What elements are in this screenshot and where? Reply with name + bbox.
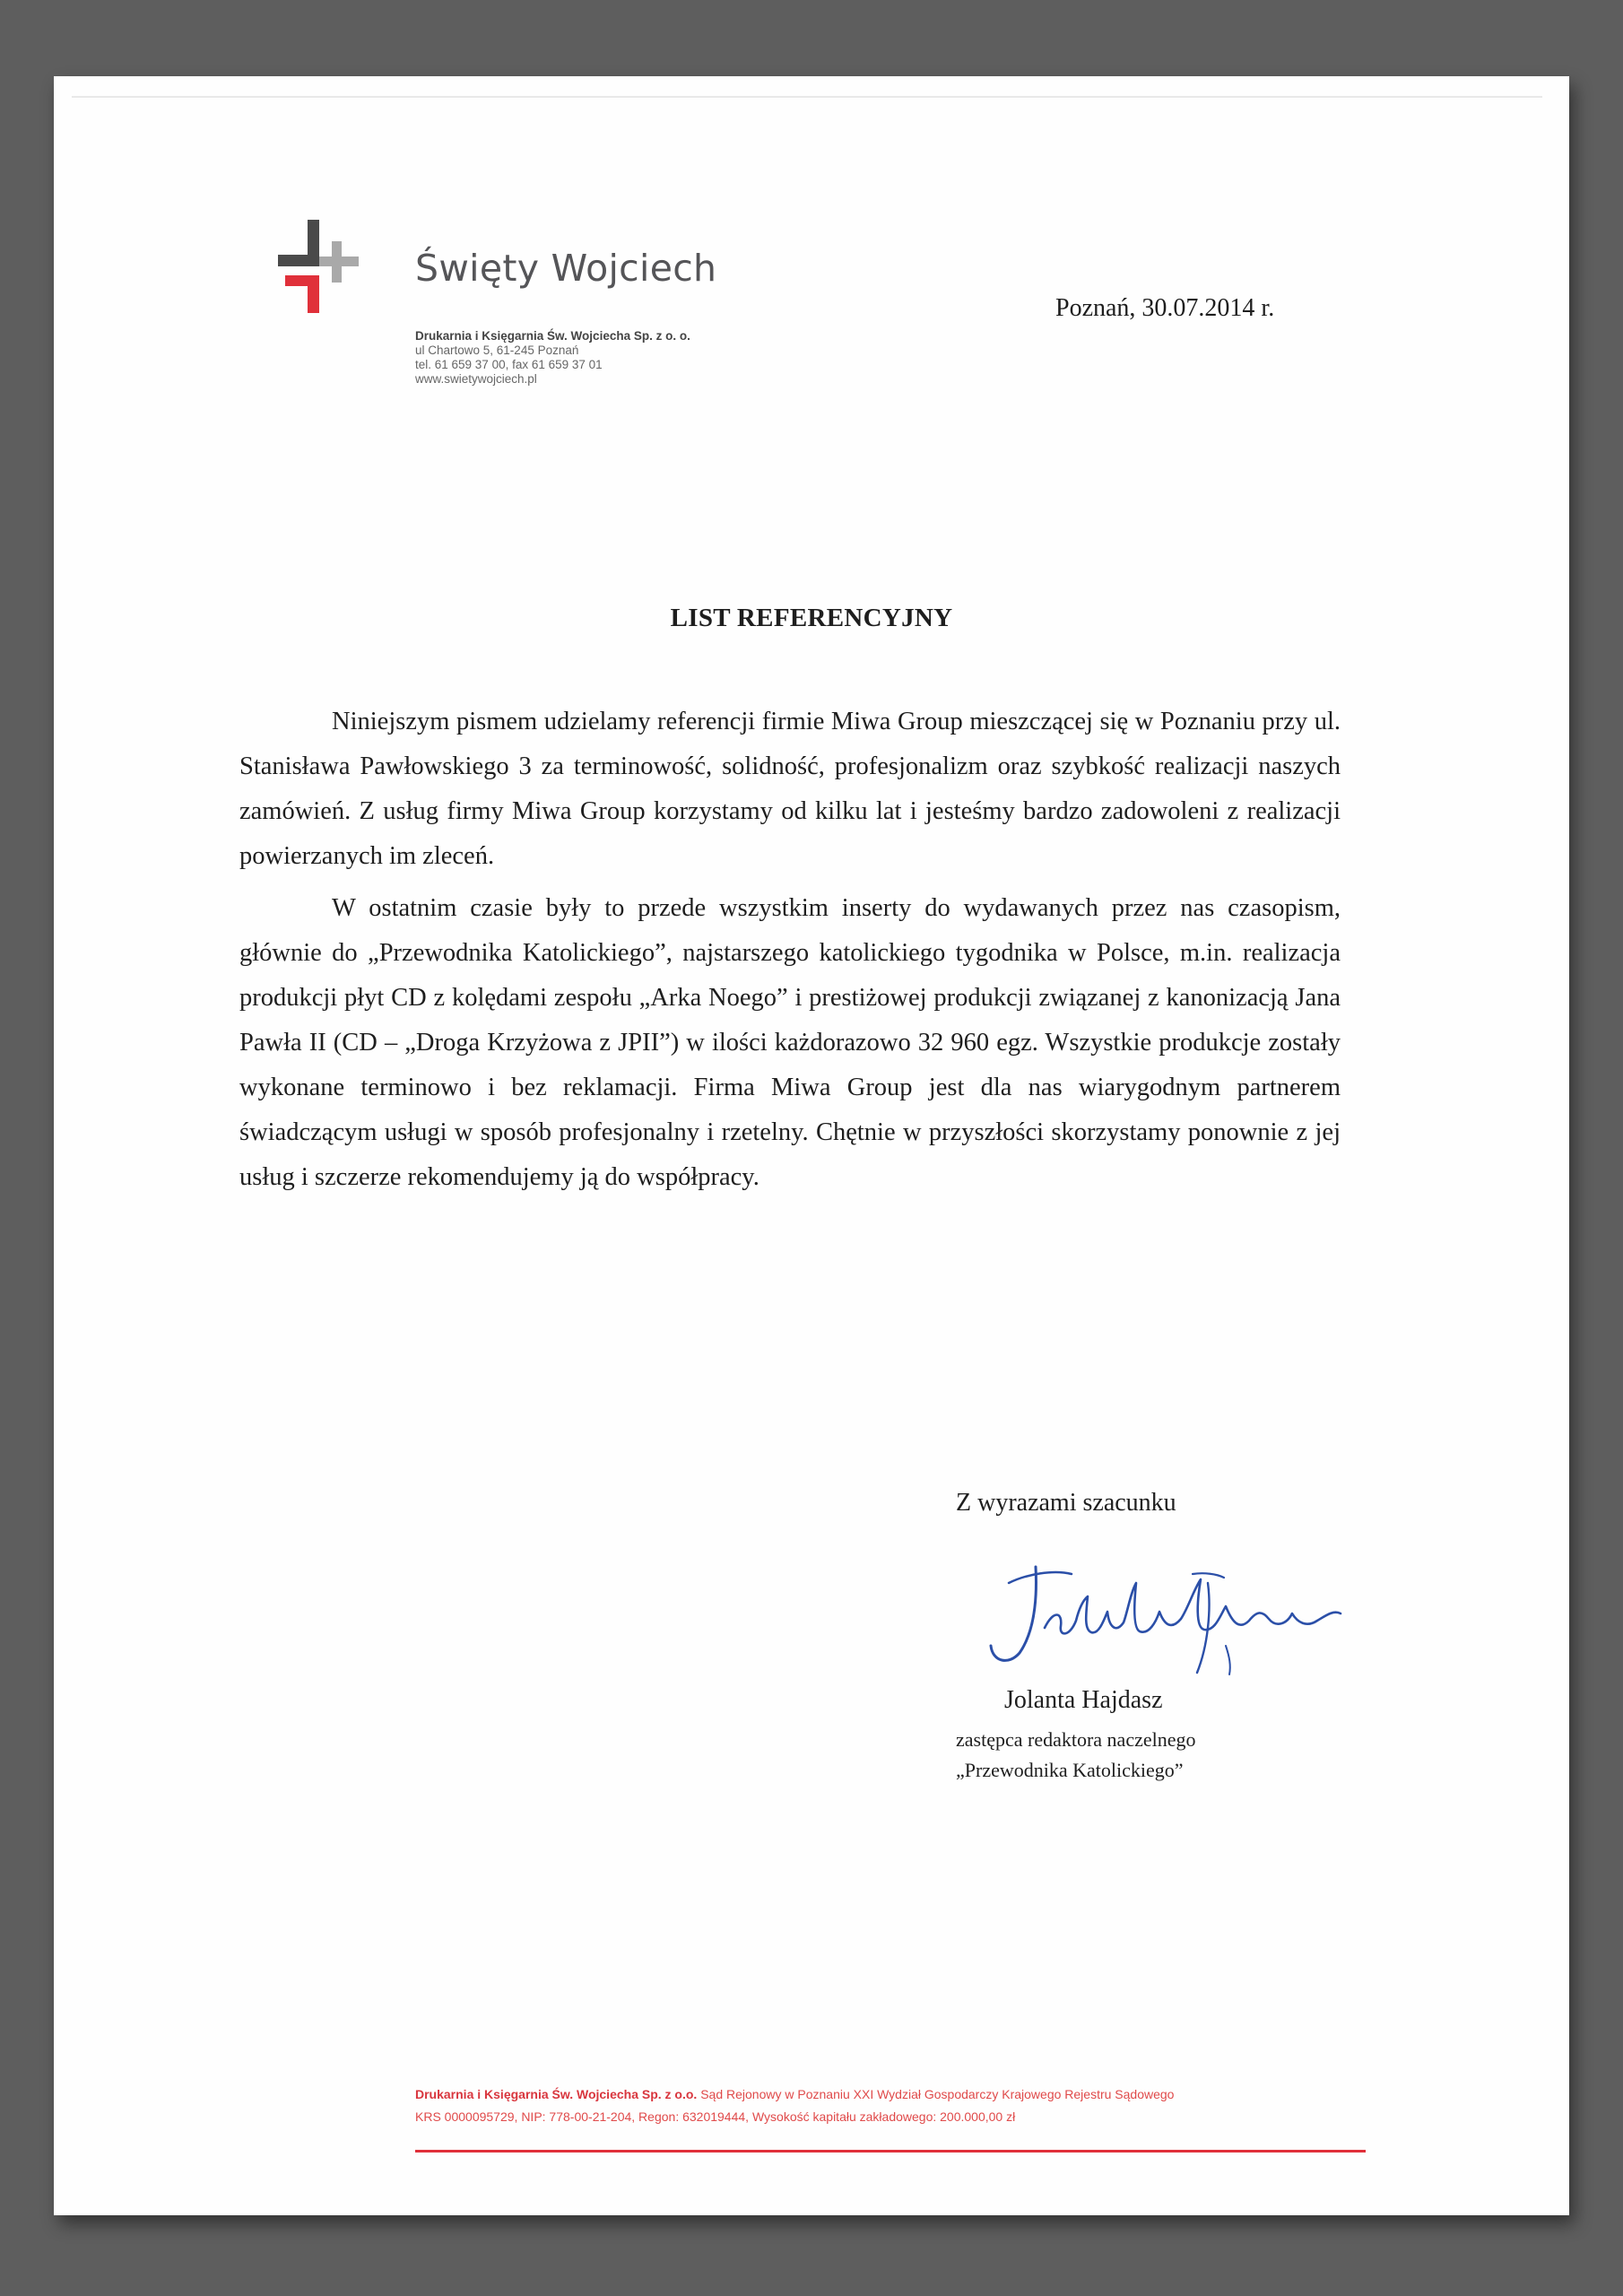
signer-role (956, 1725, 1196, 1786)
document-title: LIST REFERENCYJNY (670, 604, 953, 632)
signer-role-line-2: „Przewodnika Katolickiego” (956, 1759, 1184, 1781)
handwritten-signature (973, 1547, 1358, 1682)
page-top-edge (72, 96, 1542, 98)
company-name: Drukarnia i Księgarnia Św. Wojciecha Sp. z o. o. (415, 329, 690, 343)
footer-company: Drukarnia i Księgarnia Św. Wojciecha Sp. z o.o. (415, 2087, 698, 2101)
company-address: ul Chartowo 5, 61-245 Poznań (415, 344, 579, 357)
company-logo-icon (278, 220, 359, 327)
footer-line-1 (415, 2083, 1174, 2106)
letter-page (54, 76, 1569, 2215)
company-info (415, 329, 690, 387)
closing-phrase: Z wyrazami szacunku (956, 1489, 1176, 1517)
place-date: Poznań, 30.07.2014 r. (1055, 294, 1275, 322)
footer-court: Sąd Rejonowy w Poznaniu XXI Wydział Gospodarczy Krajowego Rejestru Sądowego (700, 2087, 1175, 2101)
brand-name: Święty Wojciech (415, 247, 717, 290)
footer-red-rule (415, 2150, 1366, 2152)
company-website: www.swietywojciech.pl (415, 372, 537, 386)
body-paragraph-2: W ostatnim czasie były to przede wszystkim inserty do wydawanych przez nas czasopism, głównie do „Przewodnika Katolickiego”, najstarszego katolickiego tygodnika w Polsce, m.in. realizacja produkcji płyt CD z kolędami zespołu „Arka Noego” i prestiżowej produkcji związanej z kanonizacją Jana Pawła II (CD – „Droga Krzyżowa z JPII”) w ilości każdorazowo 32 960 egz. Wszystkie produkcje zostały wykonane terminowo i bez reklamacji. Firma Miwa Group jest dla nas wiarygodnym partnerem świadczącym usługi w sposób profesjonalny i rzetelny. Chętnie w przyszłości skorzystamy ponownie z jej usług i szczerze rekomendujemy ją do współpracy. (239, 894, 1341, 1191)
company-phone: tel. 61 659 37 00, fax 61 659 37 01 (415, 358, 603, 371)
logo-red-horizontal (285, 275, 319, 286)
letter-body (239, 700, 1341, 1207)
signer-name: Jolanta Hajdasz (1004, 1686, 1163, 1714)
body-paragraph-1: Niniejszym pismem udzielamy referencji firmie Miwa Group mieszczącej się w Poznaniu przy ul. Stanisława Pawłowskiego 3 za terminowość, solidność, profesjonalizm oraz szybkość realizacji naszych zamówień. Z usług firmy Miwa Group korzystamy od kilku lat i jesteśmy bardzo zadowoleni z realizacji powierzanych im zleceń. (239, 708, 1341, 870)
logo-light-horizontal (319, 257, 359, 266)
footer-registry: KRS 0000095729, NIP: 778-00-21-204, Regon: 632019444, Wysokość kapitału zakładowego: 200.000,00 zł (415, 2109, 1016, 2124)
logo-dark-horizontal (278, 255, 319, 266)
footer-legal-info (415, 2083, 1174, 2128)
signer-role-line-1: zastępca redaktora naczelnego (956, 1728, 1196, 1751)
